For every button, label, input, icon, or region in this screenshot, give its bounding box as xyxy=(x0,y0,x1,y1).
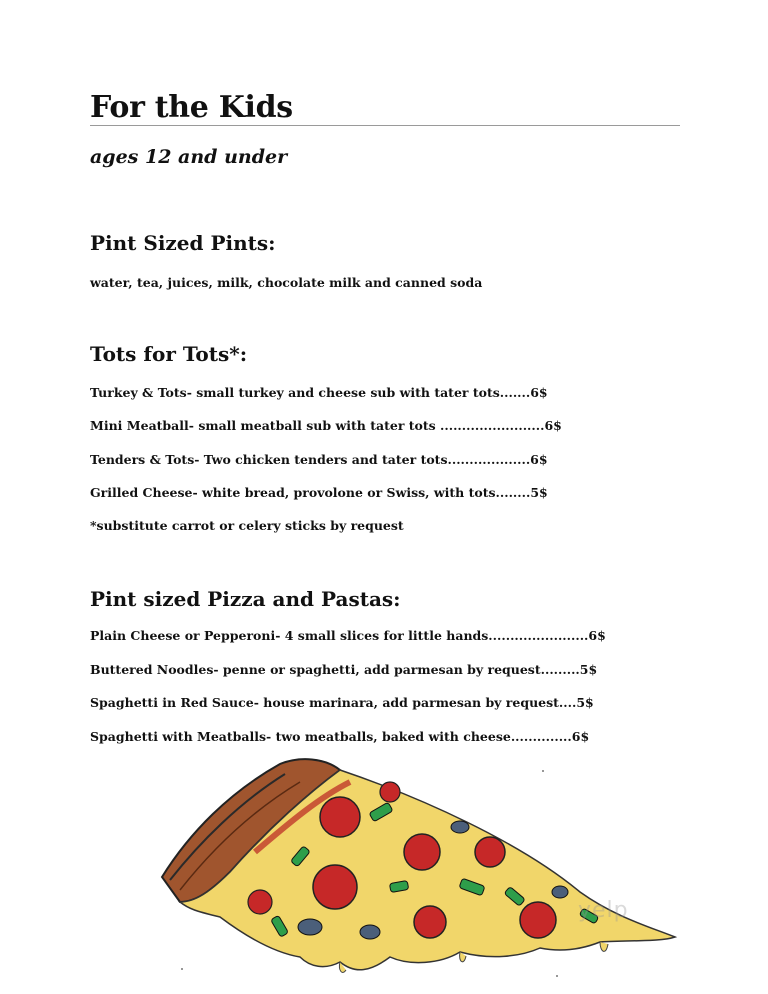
menu-item-name: Mini Meatball- xyxy=(90,418,194,433)
pizza-heading: Pint sized Pizza and Pastas: xyxy=(90,587,401,611)
menu-item-name: Grilled Cheese- xyxy=(90,485,198,500)
drinks-heading: Pint Sized Pints: xyxy=(90,231,276,255)
speck xyxy=(556,975,558,977)
menu-item-name: Tenders & Tots- xyxy=(90,452,200,467)
title-divider xyxy=(90,125,680,126)
menu-item-desc: house marinara, add parmesan by request....5$ xyxy=(258,695,594,710)
page-title: For the Kids xyxy=(90,90,293,125)
menu-item xyxy=(90,452,548,467)
menu-item-name: Buttered Noodles- xyxy=(90,662,219,677)
menu-item-name: Spaghetti in Red Sauce- xyxy=(90,695,259,710)
menu-item-desc: two meatballs, baked with cheese..............6$ xyxy=(271,729,590,744)
menu-item xyxy=(90,385,548,400)
menu-item xyxy=(90,729,589,744)
drinks-text: water, tea, juices, milk, chocolate milk and canned soda xyxy=(90,275,483,290)
tots-note: *substitute carrot or celery sticks by request xyxy=(90,518,404,533)
menu-item-desc: small turkey and cheese sub with tater tots.......6$ xyxy=(191,385,548,400)
menu-item xyxy=(90,485,548,500)
menu-item-desc: penne or spaghetti, add parmesan by request.........5$ xyxy=(218,662,598,677)
page-subtitle: ages 12 and under xyxy=(90,146,288,168)
menu-item-desc: 4 small slices for little hands.......................6$ xyxy=(280,628,606,643)
menu-item xyxy=(90,628,606,643)
speck xyxy=(181,968,183,970)
menu-item-desc: Two chicken tenders and tater tots...................6$ xyxy=(199,452,548,467)
menu-item xyxy=(90,695,594,710)
menu-item-desc: white bread, provolone or Swiss, with tots........5$ xyxy=(197,485,548,500)
menu-item-name: Plain Cheese or Pepperoni- xyxy=(90,628,281,643)
speck xyxy=(542,770,544,772)
menu-item-name: Spaghetti with Meatballs- xyxy=(90,729,272,744)
pizza-slice-illustration xyxy=(160,752,680,977)
menu-item xyxy=(90,662,597,677)
menu-item xyxy=(90,418,562,433)
tots-heading: Tots for Tots*: xyxy=(90,342,248,366)
menu-item-desc: small meatball sub with tater tots ........................6$ xyxy=(193,418,562,433)
menu-item-name: Turkey & Tots- xyxy=(90,385,192,400)
watermark: yelp xyxy=(578,898,629,923)
